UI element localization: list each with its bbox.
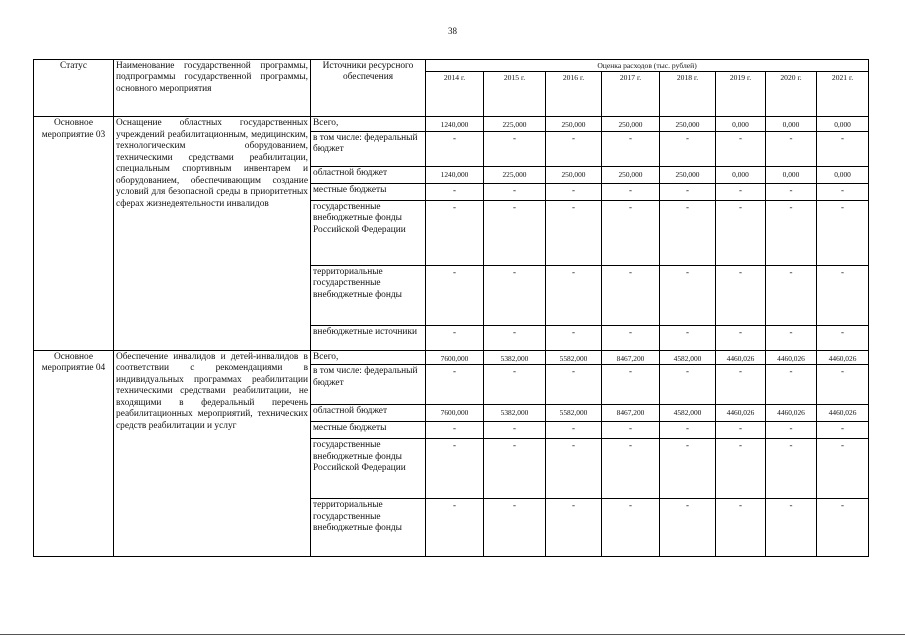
value-cell: - [484, 200, 546, 265]
value-cell: - [660, 265, 716, 325]
value-cell: - [484, 365, 546, 405]
value-cell: - [546, 131, 602, 166]
source-cell: областной бюджет [311, 166, 426, 183]
value-cell: - [602, 183, 660, 200]
page-bottom-rule [0, 634, 905, 635]
value-cell: 0,000 [817, 166, 869, 183]
value-cell: 225,000 [484, 117, 546, 131]
value-cell: - [546, 200, 602, 265]
value-cell: - [426, 365, 484, 405]
value-cell: - [546, 499, 602, 557]
value-cell: - [484, 499, 546, 557]
value-cell: 8467,200 [602, 350, 660, 364]
value-cell: 250,000 [546, 166, 602, 183]
value-cell: - [817, 200, 869, 265]
value-cell: - [546, 183, 602, 200]
value-cell: - [766, 499, 817, 557]
value-cell: - [716, 422, 766, 439]
value-cell: 1240,000 [426, 166, 484, 183]
header-source: Источники ресурсного обеспечения [311, 60, 426, 117]
value-cell: - [602, 265, 660, 325]
year-header: 2017 г. [602, 72, 660, 117]
source-cell: территориальные государственные внебюджетные фонды [311, 265, 426, 325]
year-header: 2020 г. [766, 72, 817, 117]
value-cell: - [766, 365, 817, 405]
value-cell: - [602, 499, 660, 557]
value-cell: 4460,026 [716, 350, 766, 364]
value-cell: - [484, 131, 546, 166]
value-cell: - [484, 265, 546, 325]
source-cell: в том числе: федеральный бюджет [311, 365, 426, 405]
source-cell: местные бюджеты [311, 183, 426, 200]
year-header: 2018 г. [660, 72, 716, 117]
value-cell: - [484, 439, 546, 499]
value-cell: 1240,000 [426, 117, 484, 131]
value-cell: - [716, 365, 766, 405]
value-cell: 250,000 [660, 117, 716, 131]
value-cell: 7600,000 [426, 405, 484, 422]
value-cell: - [426, 200, 484, 265]
value-cell: 4582,000 [660, 350, 716, 364]
value-cell: 4582,000 [660, 405, 716, 422]
value-cell: - [817, 499, 869, 557]
value-cell: 4460,026 [817, 350, 869, 364]
header-status: Статус [34, 60, 114, 117]
source-cell: местные бюджеты [311, 422, 426, 439]
source-cell: государственные внебюджетные фонды Российской Федерации [311, 200, 426, 265]
value-cell: - [602, 200, 660, 265]
value-cell: - [660, 325, 716, 350]
expense-table [33, 59, 869, 557]
value-cell: - [546, 265, 602, 325]
value-cell: 250,000 [602, 166, 660, 183]
measure-name: Обеспечение инвалидов и детей-инвалидов в соответствии с рекомендациями в индивидуальных программах реабилитации техническими средствами реабилитации, не входящими в федеральный перечень реабилитационных мероприятий, технических средств реабилитации и услуг [114, 350, 311, 556]
year-header: 2015 г. [484, 72, 546, 117]
value-cell: - [716, 131, 766, 166]
value-cell: - [426, 131, 484, 166]
measure-status: Основное мероприятие 04 [34, 350, 114, 556]
value-cell: - [766, 200, 817, 265]
value-cell: 5382,000 [484, 405, 546, 422]
value-cell: - [602, 325, 660, 350]
value-cell: 250,000 [546, 117, 602, 131]
value-cell: - [660, 365, 716, 405]
value-cell: 8467,200 [602, 405, 660, 422]
value-cell: 250,000 [660, 166, 716, 183]
measure-status: Основное мероприятие 03 [34, 117, 114, 350]
value-cell: 5582,000 [546, 350, 602, 364]
source-cell: областной бюджет [311, 405, 426, 422]
value-cell: - [817, 131, 869, 166]
measure-name: Оснащение областных государственных учреждений реабилитационным, медицинским, технологическим оборудованием, техническими средствами реабилитации, специальным спортивным инвентарем и оборудованием, обеспечивающим создание условий для безопасной среды в приоритетных сферах жизнедеятельности инвалидов [114, 117, 311, 350]
value-cell: 5582,000 [546, 405, 602, 422]
value-cell: - [817, 325, 869, 350]
source-cell: Всего, [311, 350, 426, 364]
value-cell: - [426, 439, 484, 499]
year-header: 2019 г. [716, 72, 766, 117]
value-cell: - [426, 499, 484, 557]
value-cell: - [660, 499, 716, 557]
value-cell: - [546, 325, 602, 350]
value-cell: - [716, 200, 766, 265]
value-cell: 0,000 [716, 166, 766, 183]
year-header: 2016 г. [546, 72, 602, 117]
source-cell: Всего, [311, 117, 426, 131]
source-cell: в том числе: федеральный бюджет [311, 131, 426, 166]
value-cell: - [426, 422, 484, 439]
value-cell: - [817, 183, 869, 200]
value-cell: - [766, 325, 817, 350]
value-cell: - [716, 265, 766, 325]
value-cell: - [484, 325, 546, 350]
value-cell: - [546, 439, 602, 499]
page-number: 38 [448, 26, 457, 36]
value-cell: - [602, 422, 660, 439]
value-cell: 0,000 [716, 117, 766, 131]
value-cell: - [426, 325, 484, 350]
value-cell: - [660, 183, 716, 200]
value-cell: - [660, 131, 716, 166]
value-cell: - [817, 422, 869, 439]
table-row [34, 117, 869, 131]
value-cell: - [716, 439, 766, 499]
value-cell: - [716, 325, 766, 350]
value-cell: - [766, 131, 817, 166]
value-cell: - [716, 499, 766, 557]
value-cell: - [766, 183, 817, 200]
value-cell: 7600,000 [426, 350, 484, 364]
value-cell: 5382,000 [484, 350, 546, 364]
value-cell: - [817, 265, 869, 325]
value-cell: - [602, 131, 660, 166]
source-cell: государственные внебюджетные фонды Российской Федерации [311, 439, 426, 499]
value-cell: - [546, 422, 602, 439]
value-cell: - [546, 365, 602, 405]
value-cell: - [766, 439, 817, 499]
value-cell: 4460,026 [716, 405, 766, 422]
year-header: 2014 г. [426, 72, 484, 117]
value-cell: - [602, 439, 660, 499]
year-header: 2021 г. [817, 72, 869, 117]
value-cell: - [817, 365, 869, 405]
header-estimate: Оценка расходов (тыс. рублей) [426, 60, 869, 72]
value-cell: 0,000 [766, 117, 817, 131]
source-cell: территориальные государственные внебюджетные фонды [311, 499, 426, 557]
value-cell: - [426, 265, 484, 325]
value-cell: - [602, 365, 660, 405]
value-cell: 4460,026 [817, 405, 869, 422]
value-cell: - [716, 183, 766, 200]
value-cell: 4460,026 [766, 350, 817, 364]
value-cell: - [484, 183, 546, 200]
value-cell: - [660, 200, 716, 265]
table-row [34, 350, 869, 364]
source-cell: внебюджетные источники [311, 325, 426, 350]
value-cell: - [766, 265, 817, 325]
value-cell: - [766, 422, 817, 439]
value-cell: - [817, 439, 869, 499]
value-cell: 250,000 [602, 117, 660, 131]
value-cell: 225,000 [484, 166, 546, 183]
value-cell: - [426, 183, 484, 200]
value-cell: 4460,026 [766, 405, 817, 422]
value-cell: - [660, 439, 716, 499]
header-name: Наименование государственной программы, подпрограммы государственной программы, основного мероприятия [114, 60, 311, 117]
value-cell: 0,000 [817, 117, 869, 131]
value-cell: 0,000 [766, 166, 817, 183]
value-cell: - [484, 422, 546, 439]
value-cell: - [660, 422, 716, 439]
